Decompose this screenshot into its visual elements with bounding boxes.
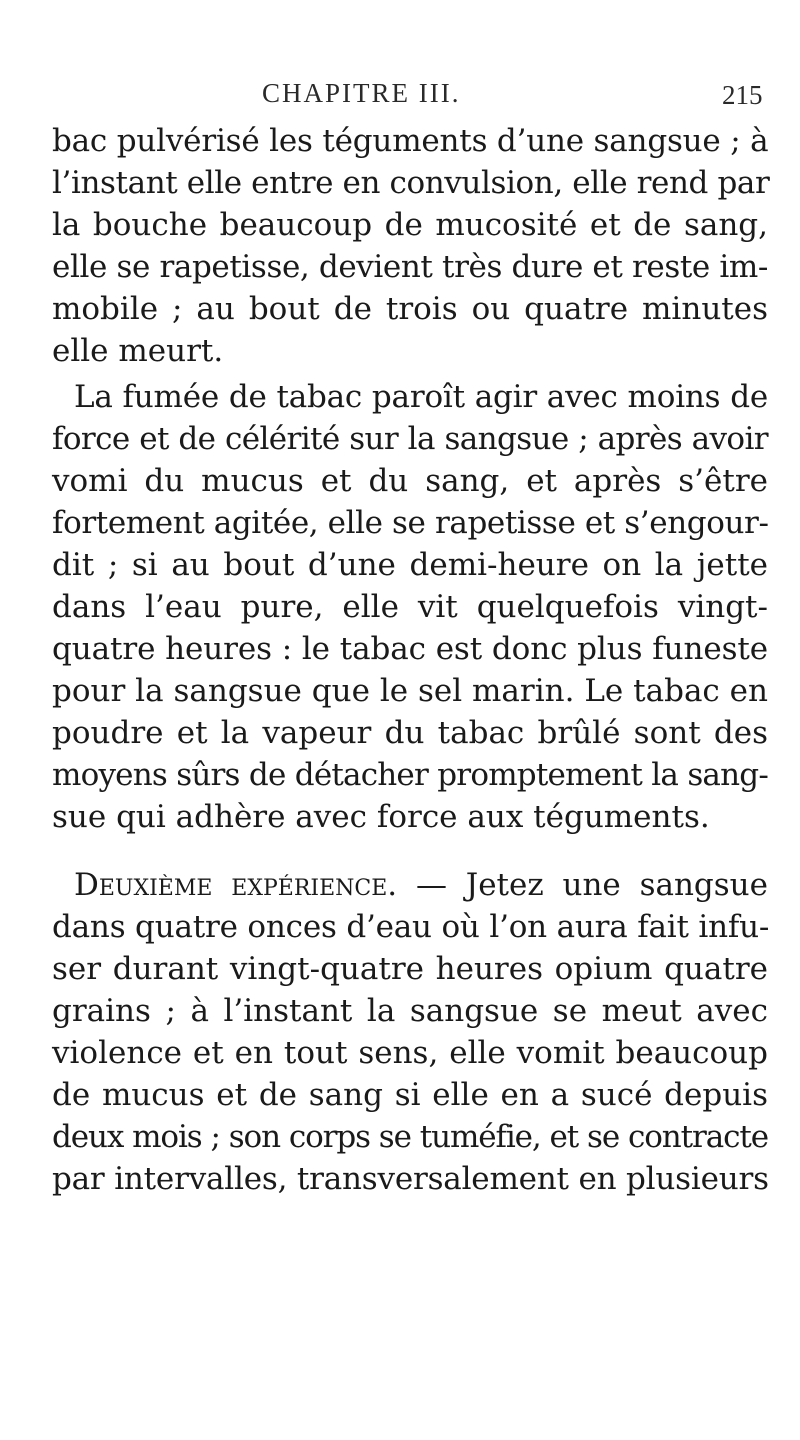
text-line: fortement agitée, elle se rapetisse et s’engour- (52, 505, 769, 541)
text-line: grains ; à l’instant la sangsue se meut avec (52, 993, 768, 1029)
text-line: quatre heures : le tabac est donc plus funeste (52, 631, 768, 667)
text-line: dans l’eau pure, elle vit quelquefois vingt- (52, 589, 768, 625)
text-line: poudre et la vapeur du tabac brûlé sont des (52, 715, 768, 751)
text-line: dit ; si au bout d’une demi-heure on la jette (52, 547, 768, 583)
text-line: elle meurt. (52, 333, 224, 369)
text-line: La fumée de tabac paroît agir avec moins de (74, 379, 768, 415)
text-line: moyens sûrs de détacher promptement la sang- (52, 757, 768, 793)
text-line: deux mois ; son corps se tuméfie, et se contracte (52, 1119, 768, 1155)
text-run: — Jetez une sangsue (397, 867, 768, 903)
text-line: mobile ; au bout de trois ou quatre minutes (52, 291, 768, 327)
text-line: elle se rapetisse, devient très dure et reste im- (52, 249, 768, 285)
text-line: pour la sangsue que le sel marin. Le tabac en (52, 673, 768, 709)
text-line: vomi du mucus et du sang, et après s’être (52, 463, 768, 499)
text-line: force et de célérité sur la sangsue ; après avoir (52, 421, 768, 457)
text-line: l’instant elle entre en convulsion, elle rend par (52, 165, 770, 201)
experiment-heading-line (74, 864, 768, 906)
experiment-heading: Deuxième expérience. (74, 867, 398, 903)
text-line: dans quatre onces d’eau où l’on aura fait infu- (52, 909, 770, 945)
text-line: par intervalles, transversalement en plusieurs (52, 1161, 769, 1197)
running-head: CHAPITRE III. (262, 78, 461, 108)
text-line: de mucus et de sang si elle en a sucé depuis (52, 1077, 768, 1113)
text-line: ser durant vingt-quatre heures opium quatre (52, 951, 768, 987)
text-line: la bouche beaucoup de mucosité et de sang, (52, 207, 768, 243)
page-header (0, 74, 800, 114)
text-line: bac pulvérisé les téguments d’une sangsue ; à (52, 123, 769, 159)
text-line: violence et en tout sens, elle vomit beaucoup (52, 1035, 768, 1071)
page-number: 215 (722, 80, 763, 110)
text-line: sue qui adhère avec force aux téguments. (52, 799, 710, 835)
